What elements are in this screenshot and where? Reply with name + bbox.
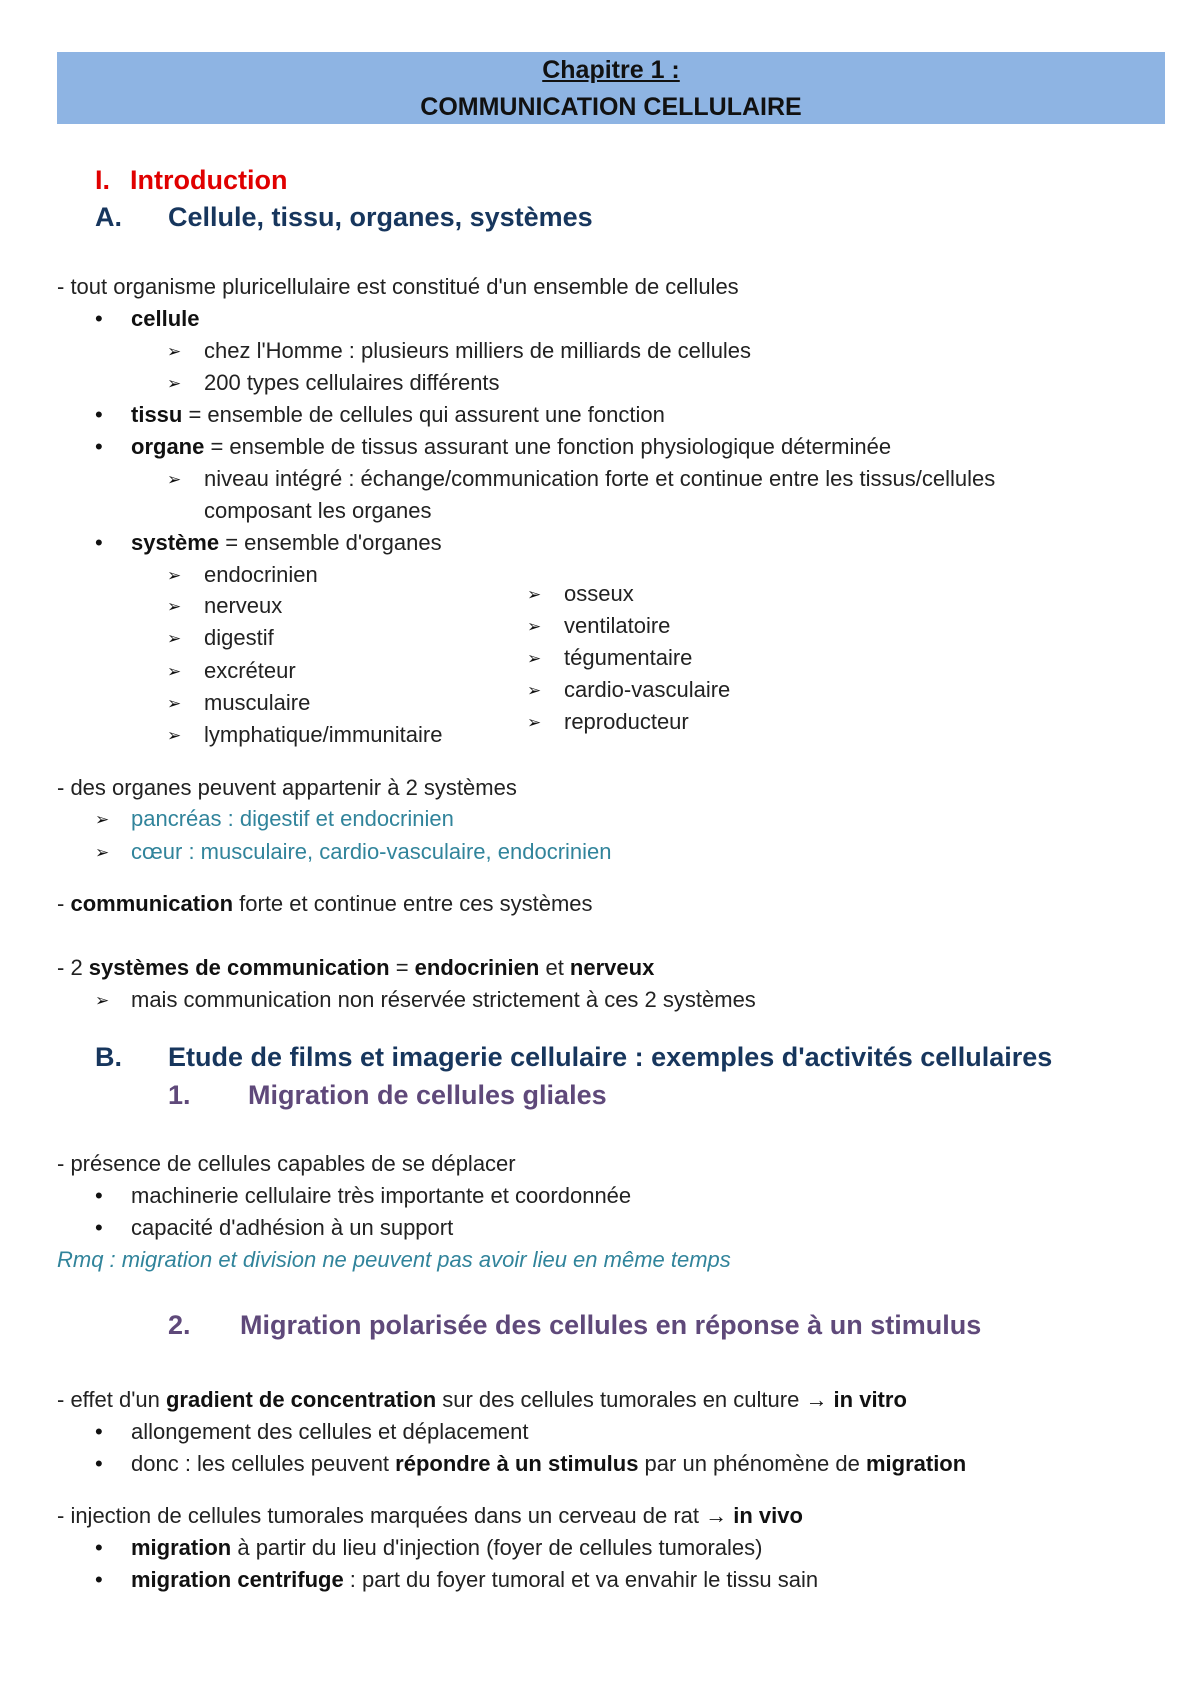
bullet-icon: •	[95, 402, 103, 427]
systeme-right-item: ventilatoire	[564, 613, 671, 638]
bold-endocrinien: endocrinien	[414, 955, 540, 980]
connector-text: =	[389, 955, 415, 980]
item-text: à partir du lieu d'injection (foyer de cellules tumorales)	[231, 1535, 763, 1560]
arrow-bullet-icon: ➢	[95, 810, 110, 829]
arrow-bullet-icon: ➢	[527, 585, 542, 604]
arrow-bullet-icon: ➢	[527, 617, 542, 636]
bold-migration-centrifuge: migration centrifuge	[131, 1567, 344, 1592]
bullet-icon: •	[95, 306, 103, 331]
arrow-bullet-icon: ➢	[167, 342, 182, 361]
systeme-right-item: reproducteur	[564, 709, 689, 734]
example-coeur: cœur : musculaire, cardio-vasculaire, endocrinien	[131, 839, 612, 864]
arrow-bullet-icon: ➢	[167, 694, 182, 713]
arrow-bullet-icon: ➢	[167, 662, 182, 681]
bold-in-vitro: in vitro	[827, 1387, 907, 1412]
organe-definition: = ensemble de tissus assurant une fonction physiologique déterminée	[204, 434, 892, 459]
arrow-bullet-icon: ➢	[167, 374, 182, 393]
chapter-number: Chapitre 1 :	[542, 56, 680, 84]
presence-item-1: machinerie cellulaire très importante et coordonnée	[131, 1183, 632, 1208]
cellule-detail-1: chez l'Homme : plusieurs milliers de milliards de cellules	[204, 338, 752, 363]
paragraph-deux-systemes	[57, 955, 654, 981]
term-systeme: système	[131, 530, 220, 555]
bullet-icon: •	[95, 1567, 103, 1592]
bold-systemes-communication: systèmes de communication	[88, 955, 390, 980]
organe-line	[131, 434, 891, 460]
arrow-bullet-icon: ➢	[167, 629, 182, 648]
bold-in-vivo: in vivo	[727, 1503, 803, 1528]
communication-note: mais communication non réservée strictement à ces 2 systèmes	[131, 987, 756, 1012]
paragraph-injection	[57, 1503, 803, 1529]
bullet-icon: •	[95, 1215, 103, 1240]
term-cellule: cellule	[131, 306, 200, 331]
heading-I-number: I.	[95, 165, 111, 195]
bullet-icon: •	[95, 434, 103, 459]
bold-repondre: répondre à un stimulus	[395, 1451, 639, 1476]
heading-B-number: B.	[95, 1042, 122, 1072]
arrow-bullet-icon: ➢	[167, 726, 182, 745]
chapter-title-box	[57, 52, 1165, 124]
arrow-bullet-icon: ➢	[527, 681, 542, 700]
item-text: : part du foyer tumoral et va envahir le tissu sain	[343, 1567, 819, 1592]
item-text: par un phénomène de	[638, 1451, 866, 1476]
bullet-icon: •	[95, 1419, 103, 1444]
bullet-icon: •	[95, 1183, 103, 1208]
bullet-icon: •	[95, 1535, 103, 1560]
presence-item-2: capacité d'adhésion à un support	[131, 1215, 454, 1240]
bold-gradient: gradient de concentration	[165, 1387, 437, 1412]
bullet-icon: •	[95, 1451, 103, 1476]
paragraph-organes-systemes: - des organes peuvent appartenir à 2 systèmes	[57, 775, 517, 800]
injection-intro: - injection de cellules tumorales marquées dans un cerveau de rat	[57, 1503, 706, 1528]
systeme-line	[131, 530, 442, 556]
arrow-bullet-icon: ➢	[95, 843, 110, 862]
heading-B1-number: 1.	[168, 1080, 191, 1110]
arrow-right-icon: →	[805, 1387, 828, 1412]
remark-note: Rmq : migration et division ne peuvent pas avoir lieu en même temps	[57, 1247, 731, 1272]
systeme-left-item: digestif	[204, 625, 274, 650]
bold-communication: communication	[70, 891, 234, 916]
bold-migration: migration	[131, 1535, 232, 1560]
gradient-rest: sur des cellules tumorales en culture	[436, 1387, 806, 1412]
cellule-detail-2: 200 types cellulaires différents	[204, 370, 500, 395]
communication-rest: forte et continue entre ces systèmes	[233, 891, 593, 916]
arrow-bullet-icon: ➢	[95, 991, 110, 1010]
term-tissu: tissu	[131, 402, 183, 427]
systeme-right-item: osseux	[564, 581, 634, 606]
heading-B-text: Etude de films et imagerie cellulaire : exemples d'activités cellulaires	[168, 1042, 1053, 1072]
systeme-left-item: excréteur	[204, 658, 296, 683]
heading-A-text: Cellule, tissu, organes, systèmes	[168, 202, 593, 232]
gradient-item-1: allongement des cellules et déplacement	[131, 1419, 529, 1444]
systeme-right-item: cardio-vasculaire	[564, 677, 731, 702]
example-pancreas: pancréas : digestif et endocrinien	[131, 806, 454, 831]
heading-A-number: A.	[95, 202, 122, 232]
paragraph-gradient	[57, 1387, 907, 1413]
systeme-definition: = ensemble d'organes	[219, 530, 442, 555]
organe-detail-1b: composant les organes	[204, 498, 432, 523]
heading-B2-number: 2.	[168, 1310, 191, 1340]
systeme-left-item: nerveux	[204, 593, 283, 618]
heading-B2-text: Migration polarisée des cellules en réponse à un stimulus	[240, 1310, 982, 1340]
item-text: donc : les cellules peuvent	[131, 1451, 396, 1476]
bold-migration: migration	[865, 1451, 967, 1476]
injection-item-1	[131, 1535, 762, 1561]
organe-detail-1a: niveau intégré : échange/communication forte et continue entre les tissus/cellules	[204, 466, 996, 491]
arrow-right-icon: →	[705, 1503, 728, 1528]
gradient-intro: - effet d'un	[57, 1387, 166, 1412]
systeme-left-item: endocrinien	[204, 562, 318, 587]
gradient-item-2	[131, 1451, 966, 1477]
systeme-left-item: lymphatique/immunitaire	[204, 722, 443, 747]
term-organe: organe	[131, 434, 205, 459]
arrow-bullet-icon: ➢	[167, 597, 182, 616]
paragraph-presence: - présence de cellules capables de se déplacer	[57, 1151, 516, 1176]
arrow-bullet-icon: ➢	[167, 470, 182, 489]
chapter-title: COMMUNICATION CELLULAIRE	[420, 93, 802, 121]
connector-text: et	[539, 955, 570, 980]
arrow-bullet-icon: ➢	[527, 649, 542, 668]
tissu-definition: = ensemble de cellules qui assurent une fonction	[182, 402, 665, 427]
dash-text: -	[57, 891, 71, 916]
heading-B1-text: Migration de cellules gliales	[248, 1080, 607, 1110]
bullet-icon: •	[95, 530, 103, 555]
arrow-bullet-icon: ➢	[527, 713, 542, 732]
tissu-line	[131, 402, 665, 428]
heading-I-text: Introduction	[130, 165, 288, 195]
arrow-bullet-icon: ➢	[167, 566, 182, 585]
paragraph-communication	[57, 891, 593, 917]
injection-item-2	[131, 1567, 818, 1593]
systeme-left-item: musculaire	[204, 690, 311, 715]
dash-text: - 2	[57, 955, 89, 980]
bold-nerveux: nerveux	[569, 955, 655, 980]
paragraph-organisme: - tout organisme pluricellulaire est constitué d'un ensemble de cellules	[57, 274, 739, 299]
systeme-right-item: tégumentaire	[564, 645, 693, 670]
